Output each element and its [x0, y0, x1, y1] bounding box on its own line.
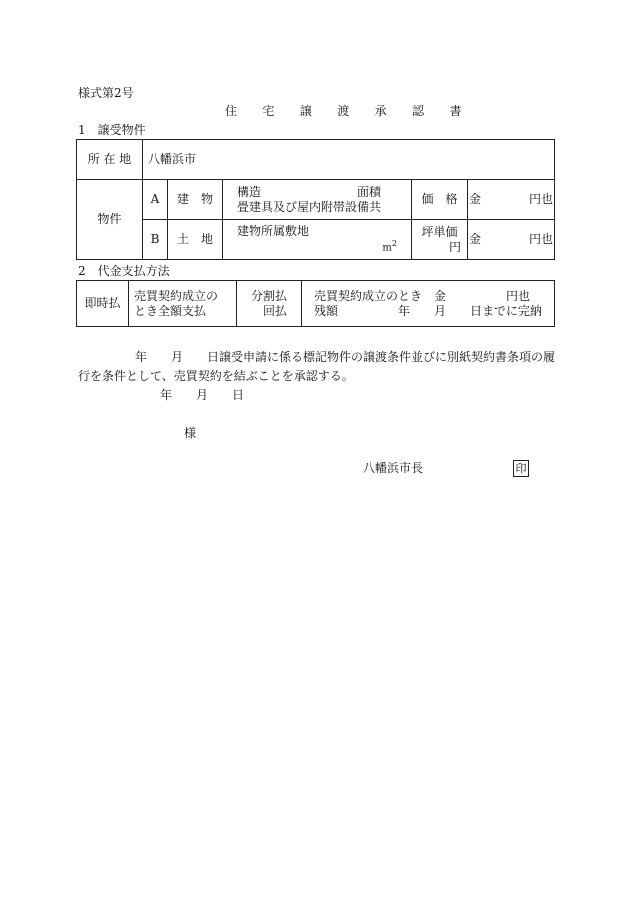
- install-label-line2: 回払: [262, 303, 287, 318]
- row-a-structure: 構造: [237, 184, 262, 199]
- seal-mark: 印: [513, 460, 529, 477]
- install-desc-line1: 売買契約成立のとき 金 円也: [314, 288, 531, 303]
- date-line: 年 月 日: [160, 388, 245, 402]
- property-table: [76, 139, 555, 260]
- row-b-land-desc: 建物所属敷地: [237, 224, 310, 239]
- row-a-detail: [223, 180, 412, 220]
- install-label-line1: 分割払: [250, 288, 287, 303]
- section2-heading: 2 代金支払方法: [78, 264, 170, 278]
- install-desc-line2: 残額 年 月 日までに完納: [314, 303, 543, 318]
- row-a-mark: A: [143, 180, 168, 220]
- row-a-fixtures: 畳建具及び屋内附帯設備共: [237, 199, 382, 214]
- location-value: 八幡浜市: [143, 140, 555, 180]
- approval-text-line1: 年 月 日譲受申請に係る標記物件の譲渡条件並びに別紙契約書条項の履: [135, 350, 556, 364]
- row-a-area: 面積: [357, 184, 382, 199]
- row-a-price-label: 価 格: [412, 180, 468, 220]
- row-b-price-label: [412, 220, 468, 260]
- row-b-unit: m: [382, 242, 392, 254]
- addressee-suffix: 様: [184, 426, 197, 440]
- lump-label: 即時払: [77, 281, 129, 327]
- lump-desc-line1: 売買契約成立の: [134, 288, 219, 303]
- property-label: 物件: [77, 180, 143, 260]
- lump-desc: [129, 281, 237, 327]
- document-title: 住 宅 譲 渡 承 認 書: [225, 104, 473, 118]
- install-label: [237, 281, 302, 327]
- payment-table: [76, 280, 555, 327]
- row-b-unit-sup: 2: [391, 239, 397, 249]
- row-b-unit-price-yen: 円: [448, 239, 461, 254]
- form-number: 様式第2号: [78, 86, 134, 100]
- issuer: 八幡浜市長: [363, 461, 424, 475]
- row-a-price-value: 金 円也: [468, 180, 555, 220]
- row-b-mark: B: [143, 220, 168, 260]
- row-a-type: 建 物: [168, 180, 223, 220]
- location-label: 所 在 地: [77, 140, 143, 180]
- approval-text-line2: 行を条件として、売買契約を結ぶことを承認する。: [78, 369, 354, 383]
- row-b-price-value: 金 円也: [468, 220, 555, 260]
- row-b-detail: [223, 220, 412, 260]
- row-b-unit-price-label: 坪単価: [421, 224, 458, 239]
- row-b-type: 土 地: [168, 220, 223, 260]
- section1-heading: 1 譲受物件: [78, 123, 146, 137]
- lump-desc-line2: とき全額支払: [134, 303, 207, 318]
- install-desc: [302, 281, 555, 327]
